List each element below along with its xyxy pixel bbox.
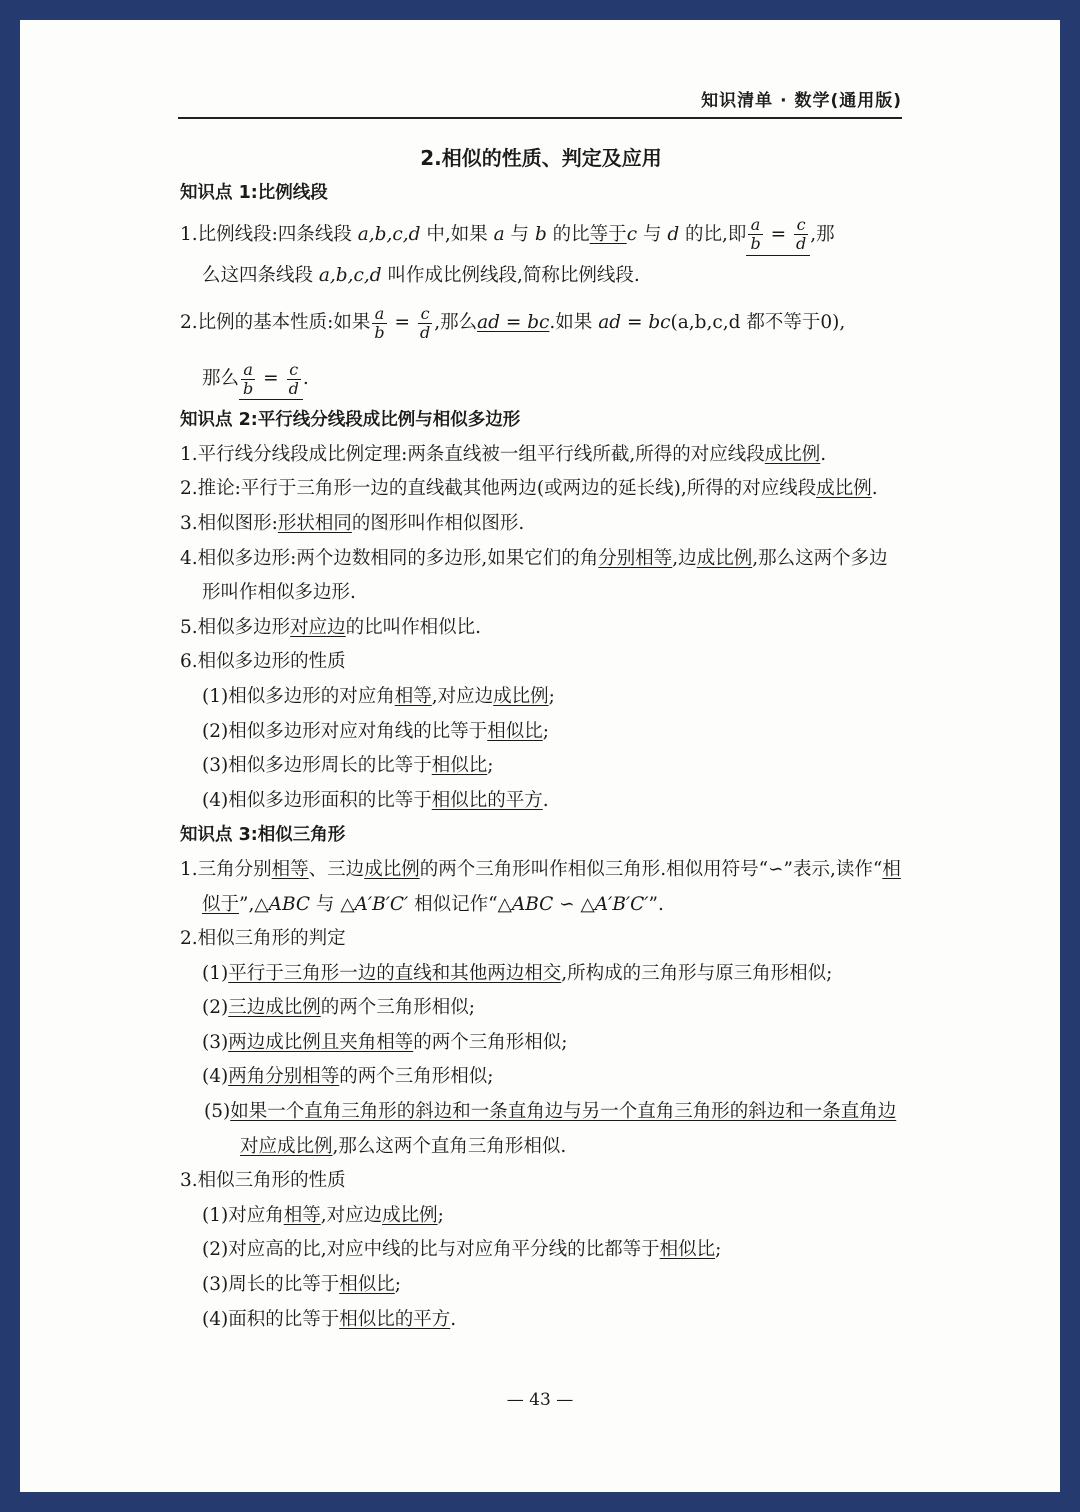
kp3-judge1 xyxy=(180,957,902,992)
kp3-judge3 xyxy=(180,1026,902,1061)
kp1-item1-cont xyxy=(180,259,902,294)
text: 1.平行线分线段成比例定理:两条直线被一组平行线所截,所得的对应线段 xyxy=(180,443,765,465)
text: ,那么 xyxy=(434,312,478,334)
text: ,那 xyxy=(810,223,835,245)
text: 与 xyxy=(310,893,341,915)
underlined-answer: 平行于三角形一边的直线和其他两边相交 xyxy=(228,962,562,984)
equals: = xyxy=(394,312,411,334)
text: . xyxy=(302,368,309,390)
proportion-formula xyxy=(746,215,810,256)
underlined-answer: 相似比 xyxy=(339,1274,395,1296)
underlined-answer: 三边成比例 xyxy=(228,997,321,1019)
denominator: d xyxy=(419,322,431,342)
text: 的比,即 xyxy=(679,223,747,245)
text: (3) xyxy=(202,1031,229,1053)
underlined-answer: 等于 xyxy=(589,223,627,245)
text: . xyxy=(820,443,827,465)
text: ,对应边 xyxy=(431,685,494,707)
numerator: a xyxy=(372,305,386,324)
numerator: a xyxy=(241,361,255,380)
text: 2.推论:平行于三角形一边的直线截其他两边(或两边的延长线),所得的对应线段 xyxy=(180,478,817,500)
text: (1)相似多边形的对应角 xyxy=(202,685,395,707)
text: 的比叫作相似比. xyxy=(345,616,482,638)
underlined-answer: 如果一个直角三角形的斜边和一条直角边与另一个直角三角形的斜边和一条直角边对应成比例 xyxy=(230,1101,897,1157)
text: (4) xyxy=(202,1066,229,1088)
kp3-heading: 知识点 3:相似三角形 xyxy=(180,825,346,846)
underlined-answer: 形状相同 xyxy=(277,512,352,534)
proportion-formula xyxy=(239,359,303,400)
kp1-item1 xyxy=(180,211,902,259)
kp3-prop3 xyxy=(180,1268,902,1303)
kp2-sub3 xyxy=(180,749,902,784)
text: 叫作成比例线段,简称比例线段. xyxy=(381,264,640,286)
text: 的图形叫作相似图形. xyxy=(351,512,525,534)
underlined-answer: 相似比的平方 xyxy=(431,789,543,811)
kp3-item2: 2.相似三角形的判定 xyxy=(180,928,346,950)
text: ; xyxy=(394,1274,401,1296)
text: . xyxy=(450,1308,457,1330)
kp3-judge5 xyxy=(180,1095,902,1164)
underlined-answer: 相似比 xyxy=(659,1239,716,1261)
text: (3)周长的比等于 xyxy=(202,1274,340,1296)
kp3-judge2 xyxy=(180,991,902,1026)
text: .如果 xyxy=(549,312,599,334)
text: ,边 xyxy=(672,547,697,569)
text: 么这四条线段 xyxy=(202,264,319,286)
fraction-c-d xyxy=(418,305,432,342)
text: 的两个三角形相似; xyxy=(413,1031,568,1053)
math-expr: ad = bc xyxy=(598,312,671,334)
text: ”, xyxy=(239,893,255,915)
text: 的比 xyxy=(546,223,590,245)
underlined-answer: 相似于 xyxy=(202,858,901,915)
text: . xyxy=(542,789,549,811)
math-var: d xyxy=(667,223,680,245)
text: (1) xyxy=(202,962,229,984)
kp2-sub4 xyxy=(180,784,902,819)
equals: = xyxy=(263,368,279,390)
underlined-answer: 成比例 xyxy=(764,443,821,465)
underlined-answer: 相似比 xyxy=(431,755,488,777)
kp2-item2 xyxy=(180,472,902,507)
equals: = xyxy=(770,223,787,245)
kp3-item1 xyxy=(180,853,902,922)
text: ; xyxy=(437,1204,444,1226)
underlined-answer: 两边成比例且夹角相等 xyxy=(228,1031,414,1053)
underlined-answer: 对应边 xyxy=(290,616,346,638)
math-expr: △ABC xyxy=(254,893,311,915)
text: ; xyxy=(715,1239,722,1261)
math-var: b xyxy=(534,223,547,245)
kp1-item2-cont xyxy=(180,355,902,403)
underlined-answer: 相等 xyxy=(394,685,432,707)
denominator: d xyxy=(795,234,807,254)
text: ,那么这两个直角三角形相似. xyxy=(332,1135,567,1157)
text: (5) xyxy=(204,1101,231,1123)
kp2-sub2 xyxy=(180,715,902,750)
text: 的两个三角形叫作相似三角形.相似用符号“∽”表示,读作“ xyxy=(419,858,883,880)
fraction-c-d xyxy=(794,216,808,253)
denominator: b xyxy=(243,378,254,398)
fraction-a-b xyxy=(748,216,762,253)
text: 4.相似多边形:两个边数相同的多边形,如果它们的角 xyxy=(180,547,599,569)
underlined-answer: 相似比 xyxy=(487,720,543,742)
numerator: c xyxy=(287,361,301,380)
kp1-item2 xyxy=(180,299,902,347)
text: (2)对应高的比,对应中线的比与对应角平分线的比都等于 xyxy=(202,1239,660,1261)
fraction-a-b xyxy=(241,361,255,398)
text: (4)面积的比等于 xyxy=(202,1308,340,1330)
underlined-answer: ad = bc xyxy=(477,312,550,334)
math-vars: a,b,c,d xyxy=(318,264,382,286)
kp3-judge4 xyxy=(180,1060,902,1095)
kp1-heading: 知识点 1:比例线段 xyxy=(180,183,328,203)
text: ; xyxy=(542,720,549,742)
underlined-answer: 两角分别相等 xyxy=(228,1066,340,1088)
text: ,那么这两个多边形叫作相似多边形. xyxy=(202,547,888,604)
math-var: c xyxy=(626,223,638,245)
underlined-answer: 相等 xyxy=(271,858,309,880)
denominator: d xyxy=(288,378,299,398)
text: 的两个三角形相似; xyxy=(339,1066,494,1088)
text: ; xyxy=(548,685,555,707)
underlined-answer: 成比例 xyxy=(364,858,420,880)
underlined-answer: 分别相等 xyxy=(598,547,673,569)
underlined-answer: 成比例 xyxy=(493,685,549,707)
text: ”. xyxy=(648,893,664,915)
kp2-item1 xyxy=(180,438,902,473)
content xyxy=(180,140,902,1337)
denominator: b xyxy=(750,234,761,254)
text: (4)相似多边形面积的比等于 xyxy=(202,789,432,811)
text: 相似记作“ xyxy=(408,893,498,915)
text: ; xyxy=(487,755,494,777)
math-var: a xyxy=(493,223,505,245)
kp2-item4 xyxy=(180,542,902,611)
kp3-prop1 xyxy=(180,1199,902,1234)
math-expr: △A′B′C′ xyxy=(340,893,409,915)
page-number: — 43 — xyxy=(506,1390,574,1410)
text: 与 xyxy=(504,223,535,245)
kp3-prop4 xyxy=(180,1303,902,1338)
fraction-c-d xyxy=(287,361,301,398)
underlined-answer: 成比例 xyxy=(816,478,872,500)
section-title: 2.相似的性质、判定及应用 xyxy=(420,146,662,170)
text: 1.比例线段:四条线段 xyxy=(180,223,358,245)
underlined-answer: 相等 xyxy=(283,1204,321,1226)
text: 、三边 xyxy=(308,858,365,880)
text: 的两个三角形相似; xyxy=(320,997,475,1019)
underlined-answer: 成比例 xyxy=(696,547,753,569)
denominator: b xyxy=(374,322,385,342)
text: 5.相似多边形 xyxy=(180,616,291,638)
text: (1)对应角 xyxy=(202,1204,284,1226)
numerator: a xyxy=(748,216,762,235)
header-rule xyxy=(178,117,902,119)
underlined-answer: 相似比的平方 xyxy=(339,1308,451,1330)
fraction-a-b xyxy=(372,305,386,342)
text: (2) xyxy=(202,997,229,1019)
numerator: c xyxy=(418,305,432,324)
kp2-item6: 6.相似多边形的性质 xyxy=(180,651,346,673)
kp3-item3: 3.相似三角形的性质 xyxy=(180,1170,346,1192)
text: (a,b,c,d 都不等于0), xyxy=(670,312,846,334)
math-vars: a,b,c,d xyxy=(357,223,421,245)
running-header: 知识清单 · 数学(通用版) xyxy=(701,91,902,111)
underlined-answer: 成比例 xyxy=(382,1204,438,1226)
text: 2.比例的基本性质:如果 xyxy=(180,312,371,334)
kp2-sub1 xyxy=(180,680,902,715)
text: . xyxy=(871,478,878,500)
math-expr: △ABC ∽ △A′B′C′ xyxy=(497,893,649,915)
text: 中,如果 xyxy=(420,223,494,245)
numerator: c xyxy=(794,216,808,235)
kp2-item3 xyxy=(180,507,902,542)
text: 与 xyxy=(637,223,668,245)
page xyxy=(20,20,1060,1492)
kp2-item5 xyxy=(180,611,902,646)
text: ,对应边 xyxy=(320,1204,383,1226)
text: 1.三角分别 xyxy=(180,858,272,880)
text: ,所构成的三角形与原三角形相似; xyxy=(561,962,833,984)
text: 那么 xyxy=(202,368,240,390)
kp2-heading: 知识点 2:平行线分线段成比例与相似多边形 xyxy=(180,410,521,431)
text: (2)相似多边形对应对角线的比等于 xyxy=(202,720,488,742)
text: (3)相似多边形周长的比等于 xyxy=(202,755,432,777)
text: 3.相似图形: xyxy=(180,512,278,534)
kp3-prop2 xyxy=(180,1233,902,1268)
